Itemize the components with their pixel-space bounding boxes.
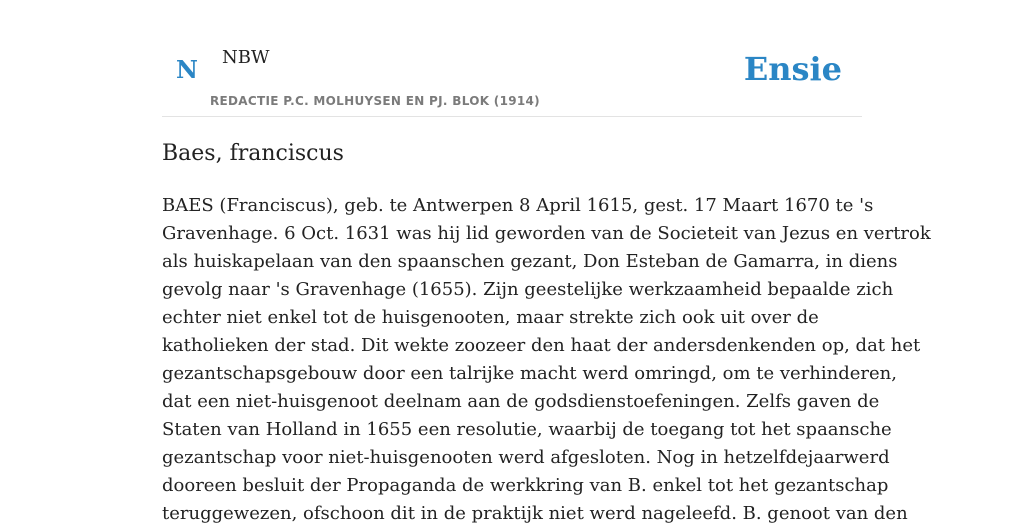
brand-logo-link[interactable]: Ensie [743,50,842,88]
body-line: katholieken der stad. Dit wekte zoozeer den haat der andersdenkenden op, dat het [162,335,921,356]
article-title: Baes, franciscus [162,141,344,166]
body-line: BAES (Franciscus), geb. te Antwerpen 8 April 1615, gest. 17 Maart 1670 te 's [162,195,874,216]
body-line: teruggewezen, ofschoon dit in de praktijk niet werd nageleefd. B. genoot van den [162,503,908,524]
article-body [162,192,931,528]
source-logo[interactable]: N [176,55,198,84]
body-line: dooreen besluit der Propaganda de werkkring van B. enkel tot het gezantschap [162,475,889,496]
header [162,0,862,117]
body-line: gezantschapsgebouw door een talrijke macht werd omringd, om te verhinderen, [162,363,897,384]
body-line: Gravenhage. 6 Oct. 1631 was hij lid geworden van de Societeit van Jezus en vertrok [162,223,931,244]
body-line: gezantschap voor niet-huisgenooten werd afgesloten. Nog in hetzelfdejaarwerd [162,447,890,468]
body-line: gevolg naar 's Gravenhage (1655). Zijn geestelijke werkzaamheid bepaalde zich [162,279,894,300]
body-line: echter niet enkel tot de huisgenooten, maar strekte zich ook uit over de [162,307,819,328]
source-name[interactable]: NBW [222,47,270,68]
source-editors: REDACTIE P.C. MOLHUYSEN EN PJ. BLOK (1914) [210,94,540,108]
body-line: dat een niet-huisgenoot deelnam aan de godsdienstoefeningen. Zelfs gaven de [162,391,880,412]
body-line: als huiskapelaan van den spaanschen gezant, Don Esteban de Gamarra, in diens [162,251,898,272]
body-line: Staten van Holland in 1655 een resolutie, waarbij de toegang tot het spaansche [162,419,892,440]
